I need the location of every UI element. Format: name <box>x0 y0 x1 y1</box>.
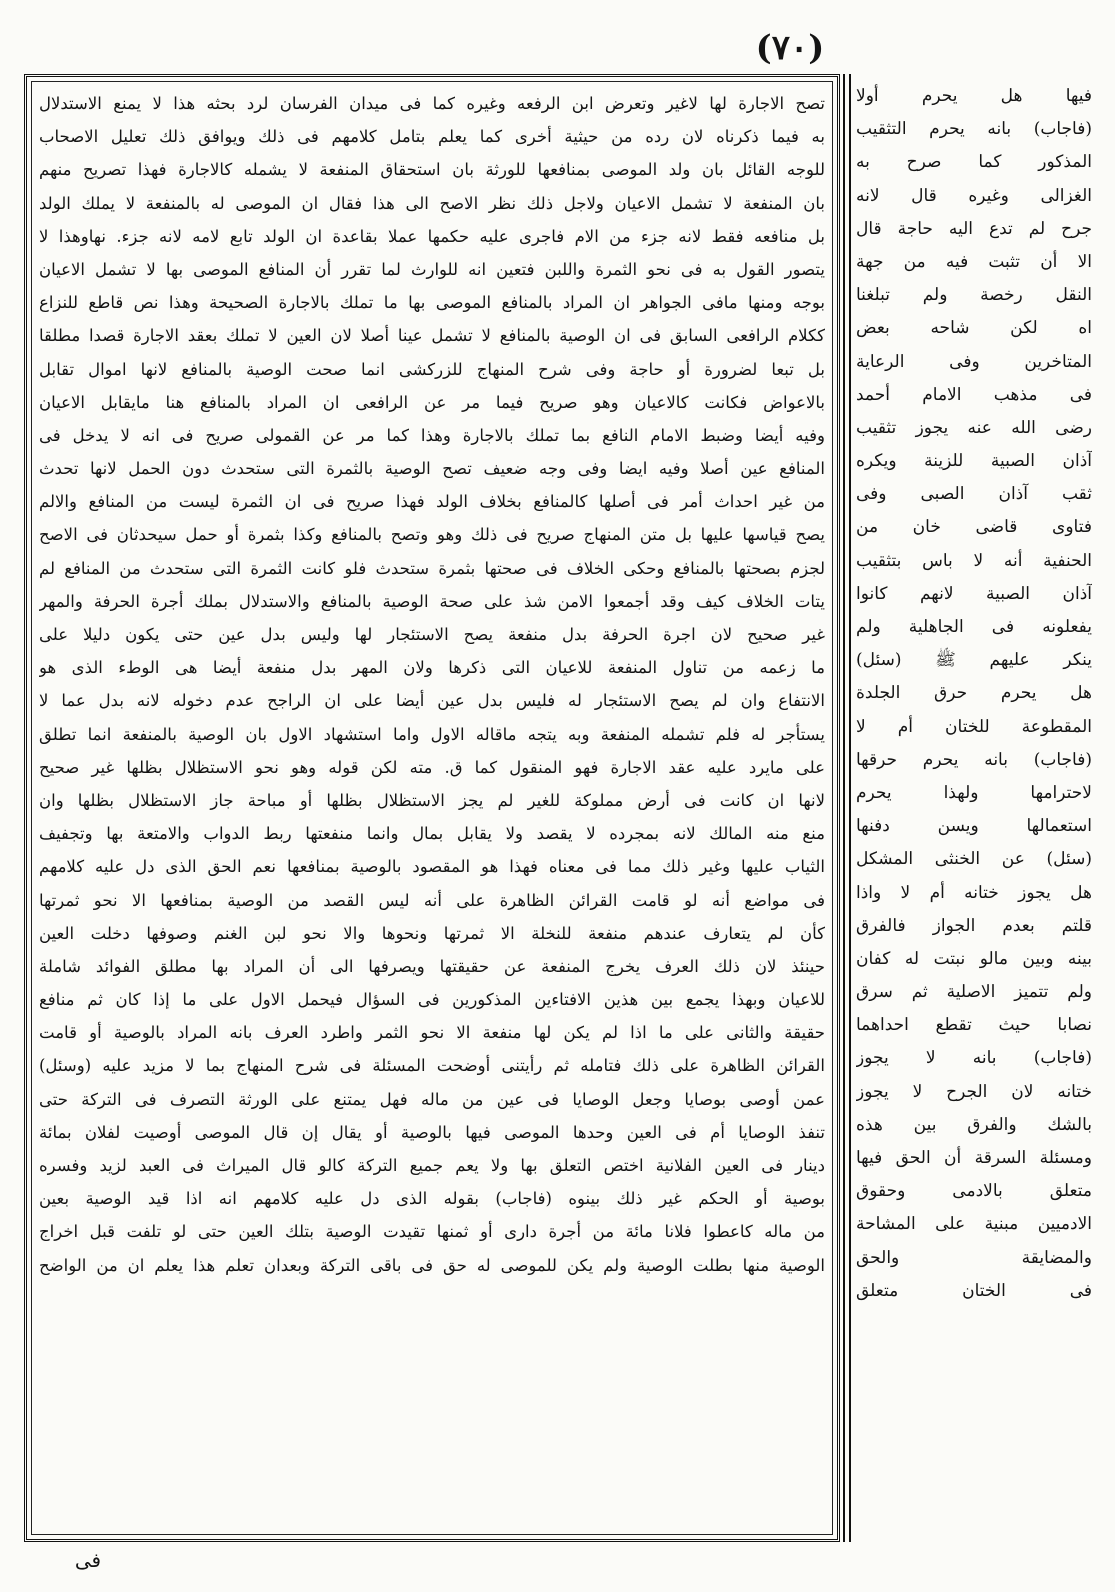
text-line: الانتفاع وان لم يصح الاستئجار له فليس بدل عين أيضا على ان الراجح عدم دخوله لانه بدل عما لا <box>39 691 825 711</box>
text-line: يتصور القول به فى نحو الثمرة واللبن فتعين انه للوارث لما تقرر أن المنافع الموصى بها لا تشمل الاعيان <box>39 259 825 279</box>
text-line: منع منه المالك لانه بمجرده لا يقصد ولا يقابل بمال وانما منفعتها ربط الدواب والامتعة بها وتجفيف <box>39 824 825 844</box>
margin-line: يفعلونه فى الجاهلية ولم <box>856 617 1092 637</box>
margin-line: ومسئلة السرقة أن الحق فيها <box>856 1148 1092 1168</box>
text-line: ككلام الرافعى السابق فى ان الوصية بالمنافع لا تشمل عينا أصلا لان العين لا تملك بعقد الاجارة قصدا مطلقا <box>39 326 825 346</box>
text-line: لانها ان كانت فى أرض مملوكة للغير لم يجز الاستظلال بظلها أو مباحة جاز الاستظلال بظلها وان <box>39 790 825 810</box>
text-line: بالاعواض فكانت كالاعيان وهو صريح فيما مر عن الرافعى ان المراد بالمنافع هنا مايقابل الاعيان <box>39 392 825 412</box>
margin-line: آذان الصبية لانهم كانوا <box>856 583 1092 604</box>
text-line: المنافع عين أصلا وفيه ايضا وفى وجه ضعيف تصح الوصية بالثمرة التى ستحدث دون الحمل لانها تحدث <box>39 459 825 479</box>
margin-line: المتاخرين وفى الرعاية <box>856 351 1092 372</box>
margin-line: الغزالى وغيره قال لانه <box>856 185 1092 206</box>
text-line: غير صحيح لان اجرة الحرفة بدل منفعة يصح الاستئجار لها وليس بدل عين حتى يكون دليلا على <box>39 625 825 644</box>
column-separator <box>843 74 851 1542</box>
text-line: من غير احداث أمر فى أصلها كالمنافع بخلاف الولد فهذا صريح فى ان الثمرة ليست من المنافع والالم <box>39 492 825 512</box>
text-line: وفيه أيضا وضبط الامام النافع بما تملك بالاجارة وهذا كما مر عن القمولى صريح فى انه لا يدخل فى <box>39 425 825 445</box>
margin-line: قلتم بعدم الجواز فالفرق <box>856 915 1092 936</box>
text-line: القرائن الظاهرة على ذلك فتامله ثم رأيتنى أوضحت المسئلة فى شرح المنهاج بما لا مزيد عليه (وسئل) <box>39 1056 825 1076</box>
text-line: بل تبعا لضرورة أو حاجة وفى شرح المنهاج للزركشى انما صحت الوصية بالمنافع لانها اموال تقابل <box>39 359 825 379</box>
text-line: دينار فى العين الفلانية اختص التعلق بها ولا يعم جميع التركة كالو قال الميراث فى العبد لزيد وفسره <box>39 1156 825 1175</box>
margin-line: هل يجوز ختانه أم لا واذا <box>856 882 1092 903</box>
margin-line: رضى الله عنه يجوز تثقيب <box>856 417 1092 438</box>
text-line: تنفذ الوصايا أم فى العين وحدها الموصى فيها بالوصية أو يقال إن قال الموصى أوصيت لفلان بمائة <box>39 1122 825 1142</box>
margin-line: فى مذهب الامام أحمد <box>856 384 1092 405</box>
text-line: الوصية منها بطلت الوصية ولم يكن للموصى له حق فى باقى التركة وبعدان تعلم هذا يعلم ان من الواضح <box>39 1255 825 1275</box>
text-line: حقيقة والثانى على ما اذا لم يكن لها منفعة الا نحو الثمر واطرد العرف بانه المراد بالوصية أو قامت <box>39 1023 825 1043</box>
text-line: ما زعمه من تناول المنفعة للاعيان التى ذكرها ولان المهر بدل منفعة أيضا هى الوطء الذى هو <box>39 658 825 678</box>
margin-line: الا أن تثبت فيه من جهة <box>856 251 1092 272</box>
text-line: بان المنفعة لا تشمل الاعيان ولاجل ذلك نظر الاصح الى هذا فقال ان الموصى له بالمنفعة لا يملك الولد <box>39 193 825 213</box>
text-line: كأن لم يتعارف عندهم منفعة للنخلة الا ثمرتها ونحوها والا نحو لبن الغنم وصوفها دخلت العين <box>39 923 825 943</box>
margin-line: (سئل) عن الخنثى المشكل <box>856 849 1092 870</box>
margin-line: فيها هل يحرم أولا <box>856 86 1092 106</box>
margin-line: اه لكن شاحه بعض <box>856 318 1092 339</box>
margin-line: ختانه لان الجرح لا يجوز <box>856 1081 1092 1102</box>
margin-line: استعمالها ويسن دفنها <box>856 816 1092 837</box>
text-line: للاعيان وبهذا يجمع بين هذين الافتاءين المذكورين فى السؤال فيحمل الاول على ما إذا كان ثم منافع <box>39 990 825 1010</box>
main-text-body <box>39 87 825 1282</box>
margin-line: ينكر عليهم ﷺ (سئل) <box>856 650 1092 671</box>
margin-line: ثقب آذان الصبى وفى <box>856 484 1092 505</box>
text-line: حينئذ لان ذلك العرف يخرج المنفعة عن حقيقتها ويصرفها الى أن المراد بها مطلق الفوائد شاملة <box>39 956 825 976</box>
margin-line: بالشك والفرق بين هذه <box>856 1114 1092 1135</box>
text-line: فى مواضع أنه لو قامت القرائن الظاهرة على أنه ليس القصد من الوصية بمنافعها الا نحو ثمرتها <box>39 890 825 910</box>
margin-line: ولم تتميز الاصلية ثم سرق <box>856 982 1092 1003</box>
margin-line: (فاجاب) بانه يحرم التثقيب <box>856 119 1092 140</box>
margin-line: فى الختان متعلق <box>856 1280 1092 1301</box>
text-line: لجزم بصحتها بالمنافع وحكى الخلاف فى صحتها بثمرة ستحدث فلو كانت الثمرة التى ستحدث من المنافع لم <box>39 558 825 578</box>
margin-line: المقطوعة للختان أم لا <box>856 716 1092 737</box>
text-line: تصح الاجارة لها لاغير وتعرض ابن الرفعه وغيره كما فى ميدان الفرسان لرد بحثه هذا لا يمنع الاستدلال <box>39 94 825 113</box>
margin-line: لاحترامها ولهذا يحرم <box>856 782 1092 803</box>
text-line: للوجه القائل بان ولد الموصى بمنافعها للورثة بان استحقاق المنفعة لا يشمله كالاجارة فهذا تصريح منهم <box>39 160 825 180</box>
margin-line: (فاجاب) بانه يحرم حرقها <box>856 749 1092 770</box>
margin-line: الحنفية أنه لا باس بتثقيب <box>856 550 1092 571</box>
page-number: (٧٠) <box>755 28 825 68</box>
margin-line: بينه وبين مالو نبتت له كفان <box>856 948 1092 969</box>
margin-line: فتاوى قاضى خان من <box>856 517 1092 538</box>
margin-line: المذكور كما صرح به <box>856 152 1092 173</box>
margin-line: آذان الصبية للزينة ويكره <box>856 451 1092 472</box>
text-line: على مايرد عليه عقد الاجارة فهو المنقول كما ق. مته لكن قوله وهو نحو الاستظلال بظلها غير صحيح <box>39 757 825 777</box>
text-line: به فيما ذكرناه لان رده من حيثية أخرى كما يعلم بتامل كلامهم فى ذلك ويوافق ذلك تعليل الاصحاب <box>39 127 825 147</box>
margin-line: متعلق بالادمى وحقوق <box>856 1181 1092 1202</box>
margin-line: جرح لم تدع اليه حاجة قال <box>856 218 1092 239</box>
text-line: من ماله كاعطوا فلانا مائة من أجرة دارى أو ثمنها تقيدت الوصية بتلك العين حتى لو تلفت قبل اخراج <box>39 1222 825 1242</box>
margin-line: نصابا حيث تقطع احداهما <box>856 1015 1092 1036</box>
text-line: بل منافعه فقط لانه جزء من الام فاجرى عليه حكمها عملا بقاعدة ان الولد تابع لامه لانه جزء. نهاوهذا لا <box>39 226 825 246</box>
text-line: عمن أوصى بوصايا وجعل الوصايا فى عين من ماله فهل يمتنع على الورثة التصرف فى التركة حتى <box>39 1089 825 1109</box>
text-line: الثياب عليها وغير ذلك مما فى معناه فهذا هو المقصود بالوصية بمنافعها نعم الحق الذى دل عليه كلامهم <box>39 857 825 877</box>
margin-line: الادميين مبنية على المشاحة <box>856 1214 1092 1235</box>
margin-line: والمضايقة والحق <box>856 1247 1092 1268</box>
margin-line: (فاجاب) بانه لا يجوز <box>856 1048 1092 1069</box>
text-line: بوجه ومنها مافى الجواهر ان المراد بالمنافع الموصى بها ما تملك بالاجارة الصحيحة وهذا نص قاطع للنزاع <box>39 293 825 313</box>
margin-commentary <box>856 80 1092 1308</box>
margin-line: النقل رخصة ولم تبلغنا <box>856 285 1092 306</box>
text-line: يتات الخلاف كيف وقد أجمعوا الامن شذ على صحة الوصية بالمنافع والاستدلال بملك أجرة الحرفة والمهر <box>39 591 825 611</box>
catchword: فى <box>74 1548 102 1572</box>
margin-line: هل يحرم حرق الجلدة <box>856 683 1092 704</box>
text-line: بوصية أو الحكم غير ذلك بينوه (فاجاب) بقوله الذى دل عليه كلامهم انه اذا قيد الوصية بعين <box>39 1189 825 1209</box>
text-line: يستأجر له فلم تشمله المنفعة وبه يتجه ماقاله الاول واما استشهاد الاول بان الوصية بالمنفعة انما تطلق <box>39 724 825 744</box>
text-line: يصح قياسها عليها بل متن المنهاج صريح فى ذلك وهو وتصح بالمنافع وكذا بثمرة أو حمل سيحدثان فى الاصح <box>39 525 825 545</box>
main-text-frame <box>24 74 840 1542</box>
